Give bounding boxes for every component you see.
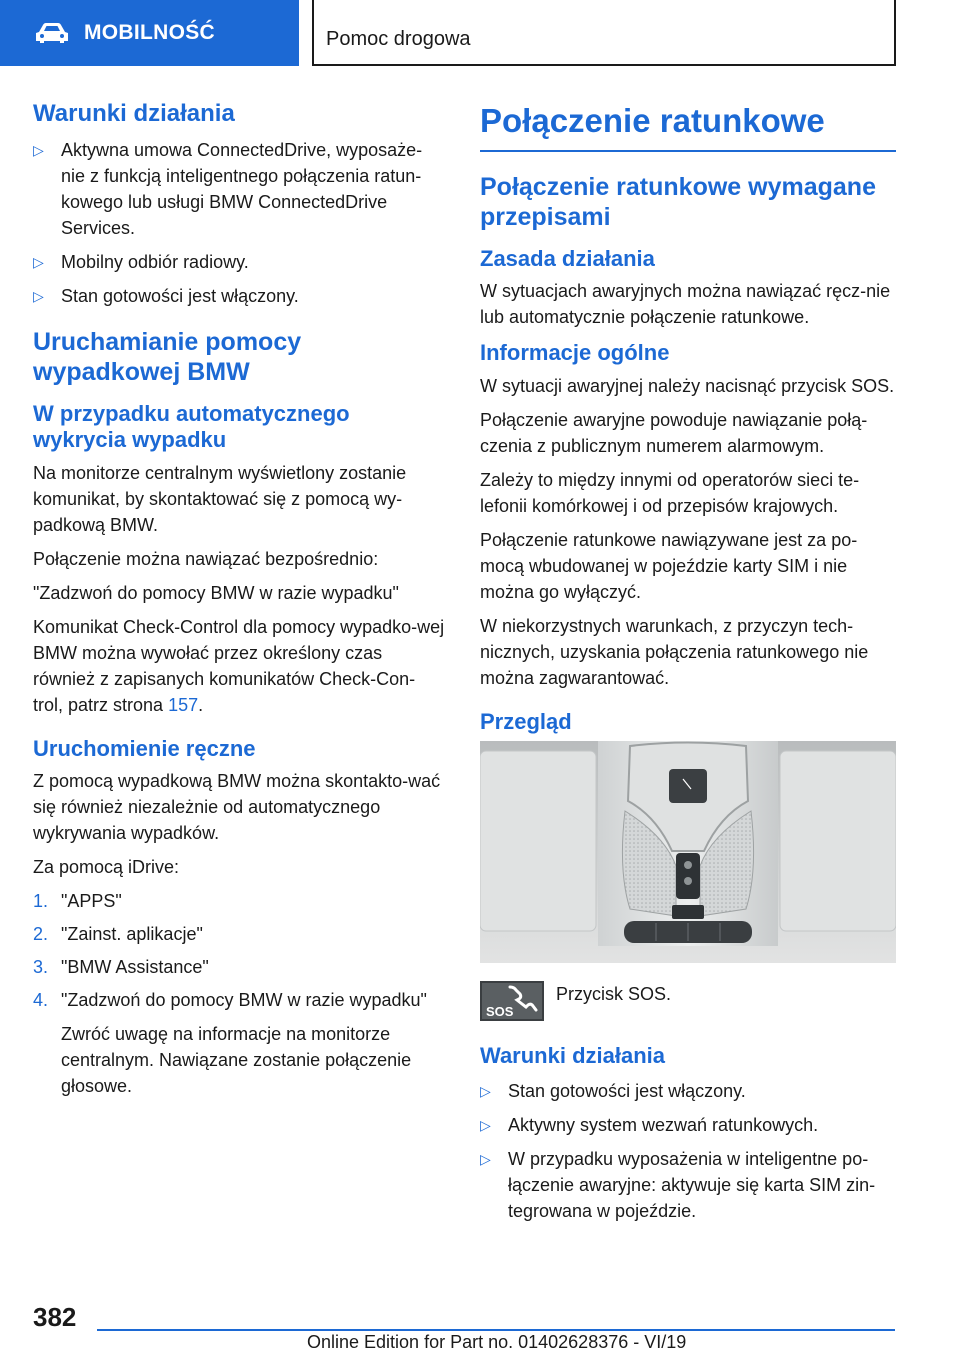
footer-edition: Online Edition for Part no. 01402628376 - VI/19: [307, 1332, 687, 1352]
page-link[interactable]: 157: [168, 694, 199, 715]
list-item: 2. "Zainst. aplikacje": [33, 923, 203, 944]
chapter-tab[interactable]: [312, 0, 896, 66]
warunki-list-right: [480, 1078, 896, 1224]
heading-automat: W przypadku automatycznego wykrycia wypadku: [33, 400, 350, 453]
section-tab[interactable]: [0, 0, 299, 66]
heading-przeglad: Przegląd: [480, 708, 572, 734]
heading-zasada: Zasada działania: [480, 245, 655, 271]
heading-reczne: Uruchomienie ręczne: [33, 735, 256, 761]
right-column: [480, 100, 896, 1232]
warunki-list: [33, 137, 445, 309]
chapter-title: Pomoc drogowa: [326, 28, 471, 50]
heading-wymagane: Połączenie ratunkowe wymagane przepisami: [480, 172, 876, 231]
triangle-right-icon: ▷: [33, 141, 44, 158]
paragraph: Połączenie można nawiązać bezpośrednio:: [33, 548, 379, 569]
paragraph: W sytuacjach awaryjnych można nawiązać ręcz-nie lub automatycznie połączenie ratunkowe.: [480, 281, 891, 328]
legend-row: [480, 981, 896, 1021]
paragraph: Połączenie ratunkowe nawiązywane jest za po-mocą wbudowanej w pojeździe karty SIM i nie można go wyłączyć.: [480, 529, 858, 602]
steps-list: [33, 888, 445, 1099]
paragraph: Na monitorze centralnym wyświetlony zostanie komunikat, by skontaktować się z pomocą wy-padkową BMW.: [33, 462, 407, 535]
section-title: MOBILNOŚĆ: [84, 21, 216, 44]
paragraph: Zależy to między innymi od operatorów sieci te-lefonii komórkowej i od przepisów krajowych.: [480, 469, 860, 516]
car-icon: [34, 22, 70, 44]
paragraph: Komunikat Check-Control dla pomocy wypadko-wej BMW można wywołać przez określony czas również z zapisanych komunikatów Check-Con-trol, patrz strona 157.: [33, 616, 445, 715]
paragraph: W sytuacji awaryjnej należy nacisnąć przycisk SOS.: [480, 375, 895, 396]
list-item: ▷ Stan gotowości jest włączony.: [480, 1078, 896, 1104]
svg-text:SOS: SOS: [486, 1004, 514, 1020]
triangle-right-icon: ▷: [480, 1082, 491, 1099]
paragraph: Z pomocą wypadkową BMW można skontakto-wać się również niezależnie od automatycznego wykrywania wypadków.: [33, 770, 441, 843]
page-number: 382: [33, 1302, 77, 1332]
sos-button-icon: [480, 981, 544, 1021]
list-item: ▷ W przypadku wyposażenia w inteligentne po-łączenie awaryjne: aktywuje się karta SIM zin-tegrowana w pojeździe.: [480, 1146, 896, 1224]
list-item: 1. "APPS": [33, 890, 122, 911]
overhead-console-photo: [480, 741, 896, 963]
list-item: ▷ Stan gotowości jest włączony.: [33, 283, 445, 309]
left-column: [33, 100, 445, 1106]
paragraph: W niekorzystnych warunkach, z przyczyn tech-nicznych, uzyskania połączenia ratunkowego nie można zagwarantować.: [480, 615, 869, 688]
paragraph: "Zadzwoń do pomocy BMW w razie wypadku": [33, 582, 399, 603]
heading-warunki: Warunki działania: [33, 100, 235, 127]
list-item: ▷ Aktywna umowa ConnectedDrive, wyposaże-nie z funkcją inteligentnego połączenia ratun-kowego lub usługi BMW ConnectedDrive Services.: [33, 137, 445, 241]
triangle-right-icon: ▷: [480, 1116, 491, 1133]
triangle-right-icon: ▷: [33, 253, 44, 270]
step-note: Zwróć uwagę na informacje na monitorze centralnym. Nawiązane zostanie połączenie głosowe.: [61, 1023, 412, 1096]
paragraph: Połączenie awaryjne powoduje nawiązanie połą-czenia z publicznym numerem alarmowym.: [480, 409, 868, 456]
paragraph: Za pomocą iDrive:: [33, 856, 180, 877]
list-item: ▷ Aktywny system wezwań ratunkowych.: [480, 1112, 896, 1138]
heading-uruchamianie: Uruchamianie pomocy wypadkowej BMW: [33, 327, 302, 386]
heading-main: Połączenie ratunkowe: [480, 102, 896, 152]
triangle-right-icon: ▷: [480, 1150, 491, 1167]
footer-divider: [97, 1329, 895, 1331]
list-item: 4. "Zadzwoń do pomocy BMW w razie wypadku" Zwróć uwagę na informacje na monitorze centralnym. Nawiązane zostanie połączenie głosowe.: [33, 987, 445, 1099]
legend-text: Przycisk SOS.: [556, 984, 672, 1005]
heading-warunki-right: Warunki działania: [480, 1043, 666, 1069]
list-item: 3. "BMW Assistance": [33, 956, 209, 977]
triangle-right-icon: ▷: [33, 287, 44, 304]
heading-info: Informacje ogólne: [480, 340, 670, 366]
list-item: ▷ Mobilny odbiór radiowy.: [33, 249, 445, 275]
